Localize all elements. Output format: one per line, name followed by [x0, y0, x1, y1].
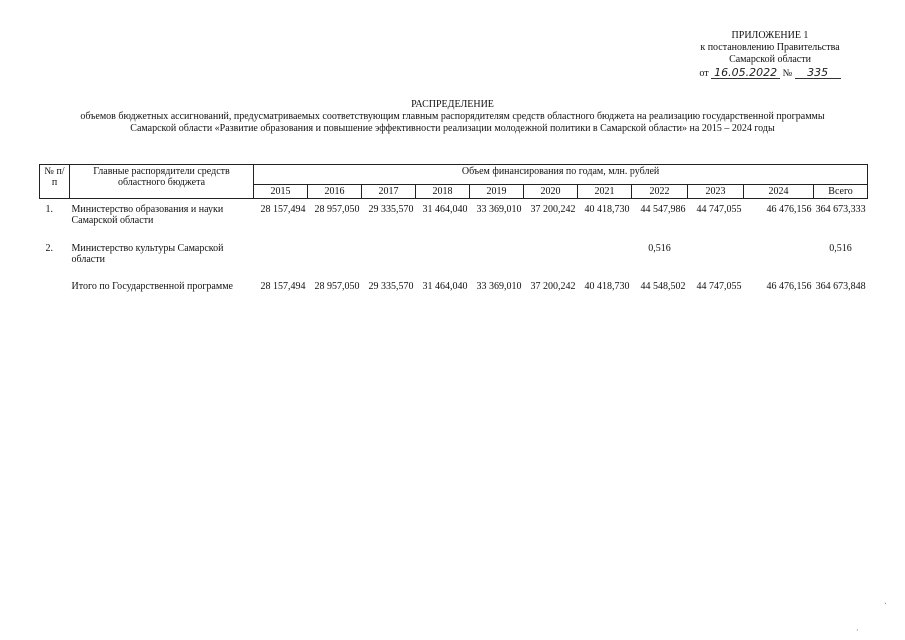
header-year: 2023 — [688, 185, 744, 199]
title-sub-line-2: Самарской области «Развитие образования и повышение эффективности реализации молодежной политики в Самарской области» на 2015 – 2024 годы — [130, 123, 775, 134]
row-value: 29 335,570 — [368, 204, 414, 215]
header-total: Всего — [814, 185, 868, 199]
header-year: 2018 — [416, 185, 470, 199]
date-prefix: от — [699, 68, 709, 79]
row-value: 37 200,242 — [530, 204, 576, 215]
row-value: 28 957,050 — [314, 204, 360, 215]
total-value: 46 476,156 — [766, 281, 812, 292]
row-value: 44 747,055 — [696, 204, 742, 215]
total-index — [40, 277, 70, 294]
title-main: РАСПРЕДЕЛЕНИЕ — [411, 99, 494, 110]
table-row — [40, 238, 868, 277]
row-value: 46 476,156 — [766, 204, 812, 215]
header-year: 2021 — [578, 185, 632, 199]
funding-table-container — [39, 164, 867, 294]
funding-table — [39, 164, 868, 294]
row-value — [578, 238, 632, 277]
row-value — [688, 238, 744, 277]
row-value: 0,516 — [829, 243, 852, 254]
appendix-region: Самарской области — [729, 54, 811, 65]
total-value: 28 957,050 — [314, 281, 360, 292]
row-value: 33 369,010 — [476, 204, 522, 215]
header-name: Главные распорядители средств областного бюджета — [70, 165, 254, 199]
total-name: Итого по Государственной программе — [71, 281, 233, 292]
header-year: 2016 — [308, 185, 362, 199]
header-year: 2022 — [632, 185, 688, 199]
row-value: 40 418,730 — [584, 204, 630, 215]
row-value: 28 157,494 — [260, 204, 306, 215]
appendix-decree: к постановлению Правительства — [700, 42, 840, 53]
total-value: 37 200,242 — [530, 281, 576, 292]
total-value: 31 464,040 — [422, 281, 468, 292]
row-value: 0,516 — [648, 243, 671, 254]
header-year: 2015 — [254, 185, 308, 199]
header-year: 2024 — [744, 185, 814, 199]
appendix-date-line — [699, 67, 840, 80]
total-value: 44 548,502 — [640, 281, 686, 292]
header-year: 2020 — [524, 185, 578, 199]
total-value: 44 747,055 — [696, 281, 742, 292]
header-year: 2017 — [362, 185, 416, 199]
appendix-header — [650, 30, 890, 80]
document-title — [0, 99, 905, 135]
row-value: 31 464,040 — [422, 204, 468, 215]
row-name: Министерство образования и науки Самарской области — [71, 204, 224, 226]
header-funding: Объем финансирования по годам, млн. рублей — [254, 165, 868, 185]
number-value: 335 — [795, 67, 841, 79]
row-index: 1. — [45, 204, 53, 215]
row-name: Министерство культуры Самарской области — [71, 243, 224, 265]
scan-mark: ˴ — [884, 598, 887, 607]
row-value — [362, 238, 416, 277]
row-value — [524, 238, 578, 277]
row-value — [416, 238, 470, 277]
row-value: 364 673,333 — [815, 204, 866, 215]
row-value — [744, 238, 814, 277]
total-value: 33 369,010 — [476, 281, 522, 292]
row-value — [254, 238, 308, 277]
header-year: 2019 — [470, 185, 524, 199]
title-sub-line-1: объемов бюджетных ассигнований, предусматриваемых соответствующим главным распорядителям средств областного бюджета на реализацию государственной программы — [80, 111, 825, 122]
row-value: 44 547,986 — [640, 204, 686, 215]
number-prefix: № — [782, 68, 793, 79]
table-row — [40, 199, 868, 239]
row-value — [308, 238, 362, 277]
table-row-total — [40, 277, 868, 294]
total-value: 29 335,570 — [368, 281, 414, 292]
scan-mark: · — [856, 626, 859, 635]
total-value: 40 418,730 — [584, 281, 630, 292]
row-index: 2. — [45, 243, 53, 254]
total-value: 364 673,848 — [815, 281, 866, 292]
header-num: № п/п — [40, 165, 70, 199]
total-value: 28 157,494 — [260, 281, 306, 292]
row-value — [470, 238, 524, 277]
appendix-title: ПРИЛОЖЕНИЕ 1 — [731, 30, 809, 41]
date-value: 16.05.2022 — [711, 67, 780, 79]
